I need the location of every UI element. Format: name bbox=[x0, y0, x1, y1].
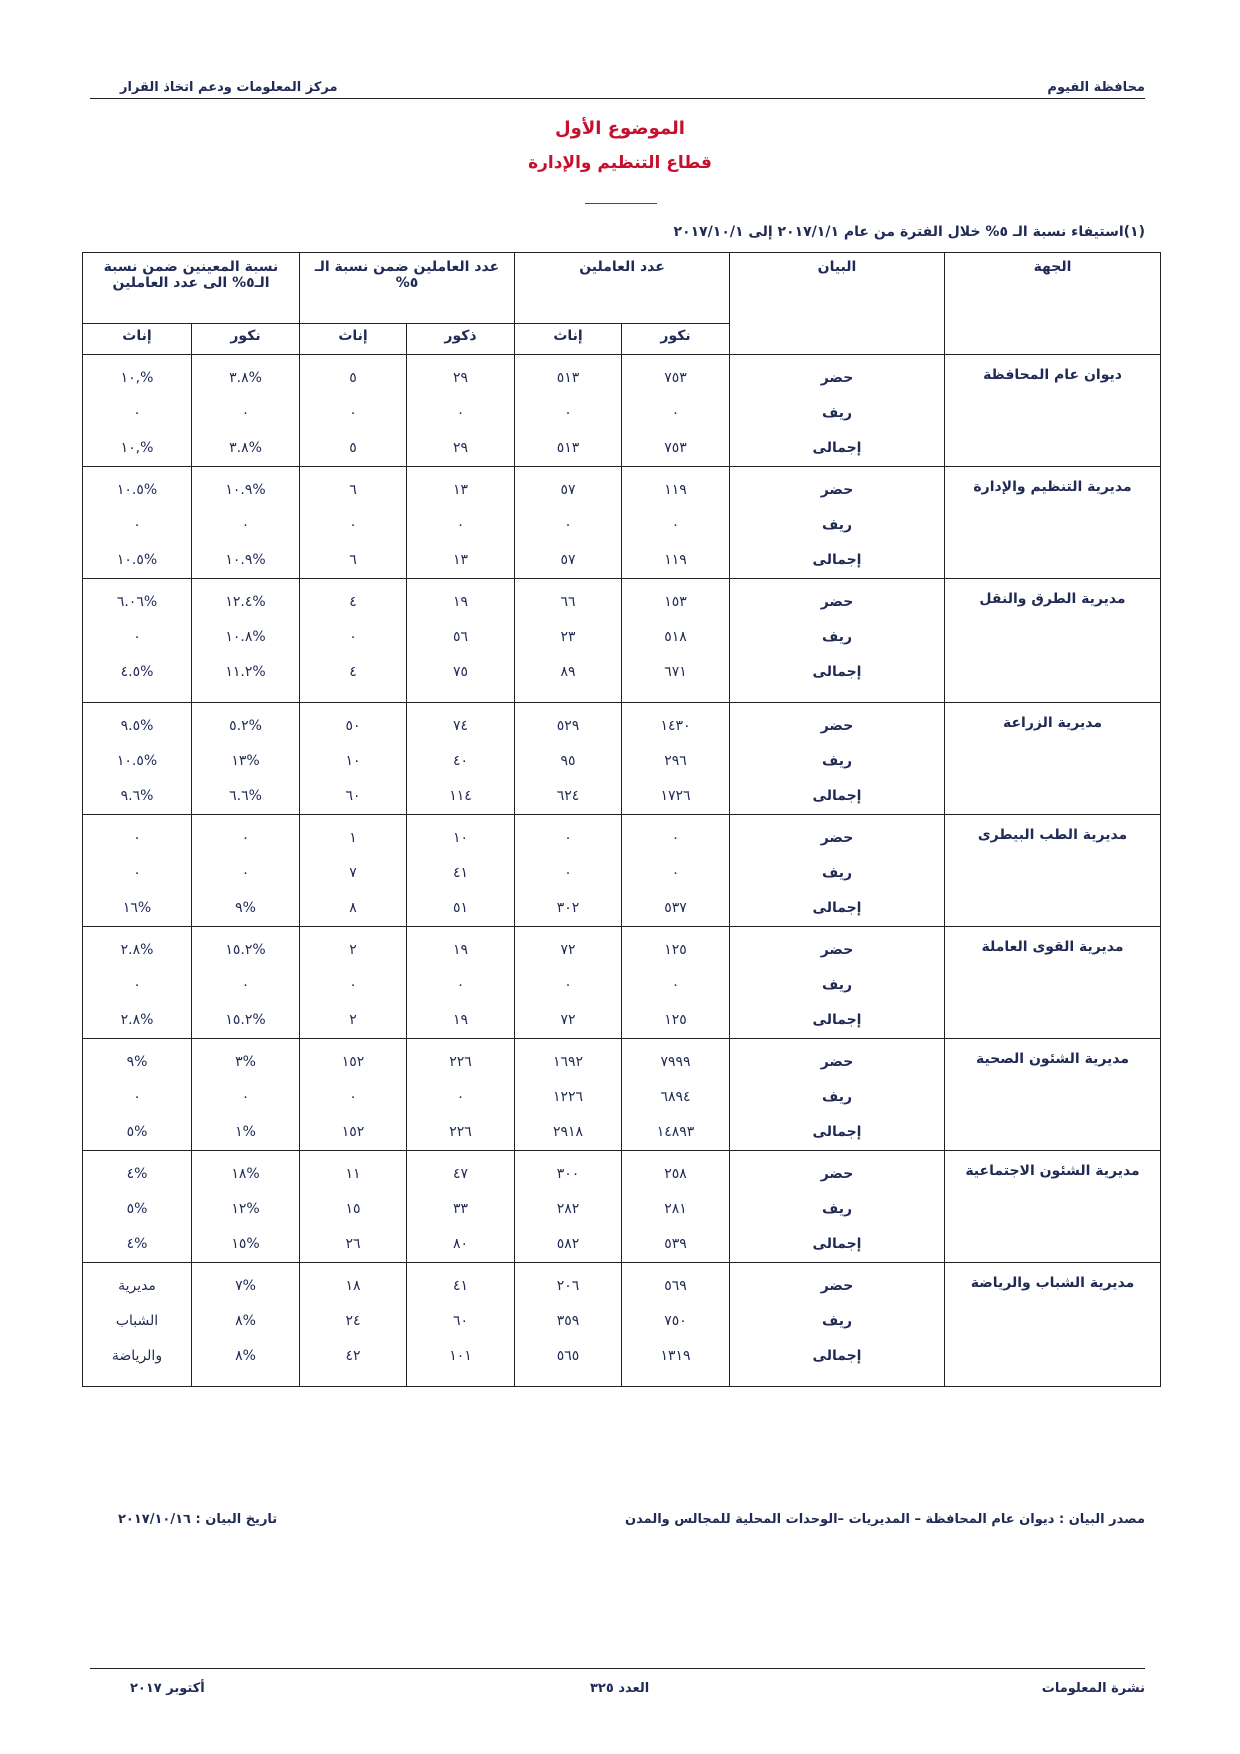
value: ٥ bbox=[349, 370, 357, 386]
col-workers-5: عدد العاملين ضمن نسبة الـ ٥% bbox=[300, 253, 515, 324]
value: ١٩ bbox=[452, 1012, 469, 1028]
row-labels bbox=[730, 1039, 945, 1151]
value: ٥ bbox=[349, 440, 357, 456]
row-labels bbox=[730, 355, 945, 467]
row-label: حضر bbox=[820, 718, 854, 734]
page-footer bbox=[90, 1668, 1145, 1696]
cell-w5-f bbox=[300, 579, 407, 703]
row-label: ريف bbox=[822, 865, 853, 881]
cell-w5-f bbox=[300, 703, 407, 815]
table-row bbox=[83, 1151, 1161, 1263]
value: ٩٥ bbox=[560, 753, 576, 769]
value: ٦٢٤ bbox=[556, 788, 580, 804]
value: %٧ bbox=[235, 1278, 256, 1294]
data-source: مصدر البيان : ديوان عام المحافظة – المديريات –الوحدات المحلية للمجالس والمدن bbox=[625, 1512, 1145, 1527]
value: ٢ bbox=[349, 1012, 357, 1028]
value: ٠ bbox=[564, 517, 572, 533]
value: ١٩ bbox=[452, 594, 469, 610]
value: ٢٨٢ bbox=[556, 1201, 580, 1217]
table-row bbox=[83, 355, 1161, 467]
row-label: ريف bbox=[822, 1313, 853, 1329]
value: ١٣ bbox=[452, 482, 469, 498]
value: %١٥ bbox=[231, 1236, 260, 1252]
value: ٨ bbox=[349, 900, 357, 916]
footer-issue: العدد ٣٢٥ bbox=[590, 1681, 650, 1696]
value: ٧٥٠ bbox=[664, 1313, 687, 1329]
value: ٠ bbox=[671, 830, 680, 846]
row-label: إجمالى bbox=[812, 440, 862, 456]
value: ٧ bbox=[349, 865, 357, 881]
cell-workers-f bbox=[515, 1039, 622, 1151]
value: ٣٣ bbox=[452, 1201, 469, 1217]
value: ٥٧ bbox=[560, 552, 576, 568]
value: ٠ bbox=[133, 629, 141, 645]
cell-w5-m bbox=[407, 703, 515, 815]
cell-w5-m bbox=[407, 1151, 515, 1263]
value: ٠ bbox=[564, 405, 572, 421]
cell-ratio-f bbox=[83, 1039, 192, 1151]
cell-workers-m bbox=[622, 703, 730, 815]
cell-ratio-m bbox=[192, 1039, 300, 1151]
value: ٠ bbox=[133, 865, 141, 881]
page-header bbox=[90, 78, 1145, 99]
value: ٠ bbox=[349, 629, 357, 645]
cell-w5-f bbox=[300, 1263, 407, 1387]
value: ١٠ bbox=[452, 830, 469, 846]
value: %,١٠ bbox=[120, 440, 154, 456]
value: ٠ bbox=[456, 1089, 465, 1105]
value: ٠ bbox=[349, 405, 357, 421]
value: %٤.٥ bbox=[120, 664, 154, 680]
cell-w5-m bbox=[407, 467, 515, 579]
value: ٨٩ bbox=[560, 664, 576, 680]
value: ١٥٢ bbox=[341, 1054, 365, 1070]
cell-ratio-f bbox=[83, 703, 192, 815]
row-labels bbox=[730, 579, 945, 703]
footer-date: أكتوبر ٢٠١٧ bbox=[130, 1681, 205, 1696]
row-label: ريف bbox=[822, 1089, 853, 1105]
value: %١٨ bbox=[231, 1166, 260, 1182]
value: ٥٧ bbox=[560, 482, 576, 498]
value: ٥٨٢ bbox=[556, 1236, 580, 1252]
value: ١٧٢٦ bbox=[660, 788, 691, 804]
value: ٠ bbox=[133, 1089, 141, 1105]
value: %٦.٦ bbox=[229, 788, 262, 804]
value: ١٤٨٩٣ bbox=[656, 1124, 695, 1140]
value: ٧٢ bbox=[560, 942, 576, 958]
value: %١٢ bbox=[231, 1201, 260, 1217]
row-label: ريف bbox=[822, 405, 853, 421]
value: ٥٦ bbox=[452, 629, 469, 645]
value: %٥ bbox=[126, 1201, 148, 1217]
employment-table bbox=[82, 252, 1161, 1387]
cell-w5-f bbox=[300, 1039, 407, 1151]
value: %١٣ bbox=[231, 753, 260, 769]
value: ١٠١ bbox=[449, 1348, 472, 1364]
row-label: حضر bbox=[820, 830, 854, 846]
value: ٧٢ bbox=[560, 1012, 576, 1028]
row-label: حضر bbox=[820, 370, 854, 386]
value: %١١.٢ bbox=[225, 664, 266, 680]
value: ٠ bbox=[133, 830, 141, 846]
value: ٠ bbox=[241, 977, 250, 993]
value: ٠ bbox=[349, 517, 357, 533]
cell-w5-m bbox=[407, 579, 515, 703]
value: %٩ bbox=[235, 900, 256, 916]
cell-workers-f bbox=[515, 927, 622, 1039]
cell-workers-f bbox=[515, 355, 622, 467]
cell-ratio-f bbox=[83, 1151, 192, 1263]
value: مديرية bbox=[118, 1278, 156, 1294]
value: ١١٩ bbox=[664, 482, 687, 498]
value: ١٥ bbox=[345, 1201, 361, 1217]
value: ٦٦ bbox=[560, 594, 576, 610]
value: %١ bbox=[235, 1124, 256, 1140]
value: ٢٤ bbox=[345, 1313, 361, 1329]
row-labels bbox=[730, 1151, 945, 1263]
table-row bbox=[83, 927, 1161, 1039]
cell-w5-m bbox=[407, 927, 515, 1039]
value: %٥ bbox=[126, 1124, 148, 1140]
cell-ratio-f bbox=[83, 579, 192, 703]
value: ١٣١٩ bbox=[660, 1348, 691, 1364]
table-row bbox=[83, 1039, 1161, 1151]
value: ٨٠ bbox=[452, 1236, 469, 1252]
cell-ratio-f bbox=[83, 467, 192, 579]
cell-ratio-m bbox=[192, 703, 300, 815]
value: %٩ bbox=[126, 1054, 148, 1070]
value: %١٠.٩ bbox=[225, 552, 266, 568]
value: ٢٨١ bbox=[664, 1201, 687, 1217]
row-label: إجمالى bbox=[812, 1012, 862, 1028]
row-label: إجمالى bbox=[812, 900, 862, 916]
value: ١٣ bbox=[452, 552, 469, 568]
value: ١٨ bbox=[345, 1278, 361, 1294]
value: الشباب bbox=[115, 1313, 159, 1329]
cell-workers-m bbox=[622, 927, 730, 1039]
col-ratio-female: إناث bbox=[83, 324, 192, 355]
value: ٦٠ bbox=[452, 1313, 469, 1329]
value: %١٢.٤ bbox=[225, 594, 266, 610]
value: ١٠ bbox=[345, 753, 361, 769]
cell-w5-m bbox=[407, 1263, 515, 1387]
col-workers-female: إناث bbox=[515, 324, 622, 355]
entity-name: ديوان عام المحافظة bbox=[945, 355, 1161, 467]
value: ٧٥٣ bbox=[664, 370, 687, 386]
value: %١٦ bbox=[122, 900, 152, 916]
value: ٠ bbox=[564, 865, 572, 881]
value: ٠ bbox=[349, 1089, 357, 1105]
value: ٠ bbox=[564, 830, 572, 846]
value: ٥٣٩ bbox=[664, 1236, 687, 1252]
value: ١٢٢٦ bbox=[552, 1089, 584, 1105]
row-labels bbox=[730, 927, 945, 1039]
value: ٥٠ bbox=[345, 718, 361, 734]
value: ٢٣ bbox=[560, 629, 576, 645]
table-caption: (١)استيفاء نسبة الـ ٥% خلال الفترة من عام ٢٠١٧/١/١ إلى ٢٠١٧/١٠/١ bbox=[673, 224, 1145, 240]
cell-ratio-m bbox=[192, 815, 300, 927]
value: %٨ bbox=[235, 1313, 256, 1329]
table-row bbox=[83, 1263, 1161, 1387]
value: ١٦٩٢ bbox=[552, 1054, 584, 1070]
entity-name: مديرية القوى العاملة bbox=[945, 927, 1161, 1039]
cell-workers-m bbox=[622, 355, 730, 467]
value: ٧٥٣ bbox=[664, 440, 687, 456]
value: ٤١ bbox=[452, 865, 469, 881]
value: %١٥.٢ bbox=[225, 942, 266, 958]
value: ٠ bbox=[241, 865, 250, 881]
value: ٤ bbox=[349, 664, 357, 680]
value: ٢٢٦ bbox=[449, 1124, 472, 1140]
value: ١٩ bbox=[452, 942, 469, 958]
value: ٦ bbox=[349, 482, 357, 498]
value: ٥١٣ bbox=[556, 440, 580, 456]
value: ١١٩ bbox=[664, 552, 687, 568]
cell-w5-m bbox=[407, 1039, 515, 1151]
value: ٠ bbox=[133, 517, 141, 533]
cell-ratio-m bbox=[192, 1151, 300, 1263]
row-label: حضر bbox=[820, 942, 854, 958]
value: %٥.٢ bbox=[229, 718, 262, 734]
value: ٢ bbox=[349, 942, 357, 958]
col-workers: عدد العاملين bbox=[515, 253, 730, 324]
value: ٥٦٥ bbox=[556, 1348, 580, 1364]
value: %٣ bbox=[235, 1054, 256, 1070]
value: ٤ bbox=[349, 594, 357, 610]
table-row bbox=[83, 467, 1161, 579]
table-row bbox=[83, 703, 1161, 815]
value: ٠ bbox=[671, 517, 680, 533]
value: ٤١ bbox=[452, 1278, 469, 1294]
col-ratio-male: نكور bbox=[192, 324, 300, 355]
value: ٥١٣ bbox=[556, 370, 580, 386]
value: ٧٥ bbox=[452, 664, 469, 680]
value: ٠ bbox=[241, 405, 250, 421]
value: %١٠.٨ bbox=[225, 629, 266, 645]
cell-workers-m bbox=[622, 467, 730, 579]
cell-workers-m bbox=[622, 1151, 730, 1263]
value: ٠ bbox=[456, 405, 465, 421]
cell-w5-m bbox=[407, 815, 515, 927]
row-label: حضر bbox=[820, 594, 854, 610]
value: ٠ bbox=[241, 1089, 250, 1105]
value: %١٥.٢ bbox=[225, 1012, 266, 1028]
value: ١٢٥ bbox=[664, 1012, 687, 1028]
value: %١٠.٩ bbox=[225, 482, 266, 498]
topic-title: الموضوع الأول bbox=[555, 118, 685, 139]
cell-ratio-m bbox=[192, 927, 300, 1039]
value: ٤٧ bbox=[452, 1166, 469, 1182]
row-label: إجمالى bbox=[812, 1236, 862, 1252]
entity-name: مديرية الشئون الاجتماعية bbox=[945, 1151, 1161, 1263]
governorate-name: محافظة الفيوم bbox=[1047, 80, 1145, 95]
value: ٢٦ bbox=[345, 1236, 361, 1252]
cell-ratio-m bbox=[192, 467, 300, 579]
cell-ratio-m bbox=[192, 1263, 300, 1387]
value: ٦٧١ bbox=[664, 664, 687, 680]
row-label: إجمالى bbox=[812, 788, 862, 804]
value: ١١٤ bbox=[449, 788, 472, 804]
value: ٦ bbox=[349, 552, 357, 568]
row-label: إجمالى bbox=[812, 1348, 862, 1364]
cell-workers-m bbox=[622, 1263, 730, 1387]
value: %٨ bbox=[235, 1348, 256, 1364]
value: %٤ bbox=[126, 1236, 148, 1252]
value: ٣٠٠ bbox=[556, 1166, 580, 1182]
entity-name: مديرية الطرق والنقل bbox=[945, 579, 1161, 703]
row-label: إجمالى bbox=[812, 664, 862, 680]
row-labels bbox=[730, 815, 945, 927]
entity-name: مديرية الشئون الصحية bbox=[945, 1039, 1161, 1151]
cell-workers-f bbox=[515, 1151, 622, 1263]
row-label: ريف bbox=[822, 1201, 853, 1217]
value: ٠ bbox=[671, 977, 680, 993]
value: %١٠.٥ bbox=[116, 552, 158, 568]
row-label: ريف bbox=[822, 977, 853, 993]
cell-ratio-f bbox=[83, 815, 192, 927]
value: ٥٦٩ bbox=[664, 1278, 687, 1294]
value: ٢٩ bbox=[452, 440, 469, 456]
row-labels bbox=[730, 1263, 945, 1387]
col-w5-female: إناث bbox=[300, 324, 407, 355]
value: %٦.٠٦ bbox=[116, 594, 158, 610]
value: ٥١٨ bbox=[664, 629, 687, 645]
data-date: تاريخ البيان : ٢٠١٧/١٠/١٦ bbox=[118, 1512, 278, 1527]
value: ٧٩٩٩ bbox=[660, 1054, 691, 1070]
value: ٢٩ bbox=[452, 370, 469, 386]
value: ٥٢٩ bbox=[556, 718, 580, 734]
value: والرياضة bbox=[111, 1348, 163, 1364]
row-label: إجمالى bbox=[812, 552, 862, 568]
value: ٤٠ bbox=[452, 753, 469, 769]
value: ٦٨٩٤ bbox=[660, 1089, 691, 1105]
row-label: حضر bbox=[820, 1166, 854, 1182]
value: ٢٠٦ bbox=[556, 1278, 580, 1294]
value: ٢٥٨ bbox=[664, 1166, 687, 1182]
cell-ratio-m bbox=[192, 579, 300, 703]
row-label: ريف bbox=[822, 753, 853, 769]
cell-w5-f bbox=[300, 815, 407, 927]
cell-workers-f bbox=[515, 815, 622, 927]
col-entity: الجهة bbox=[945, 253, 1161, 355]
center-name: مركز المعلومات ودعم اتخاذ القرار bbox=[120, 80, 338, 95]
value: %,١٠ bbox=[120, 370, 154, 386]
value: %٢.٨ bbox=[120, 1012, 154, 1028]
cell-workers-f bbox=[515, 1263, 622, 1387]
value: ٢٩٦ bbox=[664, 753, 687, 769]
value: %١٠.٥ bbox=[116, 753, 158, 769]
table-row bbox=[83, 815, 1161, 927]
value: ٣٠٢ bbox=[556, 900, 580, 916]
value: ١١ bbox=[345, 1166, 361, 1182]
cell-ratio-f bbox=[83, 1263, 192, 1387]
value: ٠ bbox=[133, 977, 141, 993]
value: ٤٢ bbox=[345, 1348, 361, 1364]
value: ١٥٢ bbox=[341, 1124, 365, 1140]
row-label: ريف bbox=[822, 517, 853, 533]
row-label: حضر bbox=[820, 1054, 854, 1070]
value: ٠ bbox=[671, 865, 680, 881]
cell-workers-f bbox=[515, 703, 622, 815]
row-label: إجمالى bbox=[812, 1124, 862, 1140]
entity-name: مديرية الزراعة bbox=[945, 703, 1161, 815]
cell-w5-f bbox=[300, 927, 407, 1039]
value: ١٥٣ bbox=[664, 594, 687, 610]
cell-workers-m bbox=[622, 579, 730, 703]
value: ٠ bbox=[349, 977, 357, 993]
entity-name: مديرية الشباب والرياضة bbox=[945, 1263, 1161, 1387]
cell-workers-m bbox=[622, 1039, 730, 1151]
cell-ratio-f bbox=[83, 927, 192, 1039]
value: ٠ bbox=[671, 405, 680, 421]
value: ١٤٣٠ bbox=[660, 718, 691, 734]
value: ١ bbox=[349, 830, 357, 846]
cell-w5-m bbox=[407, 355, 515, 467]
col-ratio: نسبة المعينين ضمن نسبة الـ٥% الى عدد العاملين bbox=[83, 253, 300, 324]
value: ٣٥٩ bbox=[556, 1313, 580, 1329]
sector-title: قطاع التنظيم والإدارة bbox=[528, 153, 712, 173]
value: ٠ bbox=[564, 977, 572, 993]
col-workers-male: نكور bbox=[622, 324, 730, 355]
cell-workers-m bbox=[622, 815, 730, 927]
value: %٣.٨ bbox=[229, 440, 262, 456]
cell-workers-f bbox=[515, 579, 622, 703]
title-underline bbox=[585, 203, 657, 204]
value: %١٠.٥ bbox=[116, 482, 158, 498]
footer-publication: نشرة المعلومات bbox=[1041, 1681, 1145, 1696]
value: ٥٣٧ bbox=[664, 900, 687, 916]
value: ٠ bbox=[456, 977, 465, 993]
col-statement: البيان bbox=[730, 253, 945, 355]
value: ٦٠ bbox=[345, 788, 361, 804]
table-row bbox=[83, 579, 1161, 703]
row-label: حضر bbox=[820, 482, 854, 498]
row-label: ريف bbox=[822, 629, 853, 645]
value: ٧٤ bbox=[452, 718, 469, 734]
value: %٤ bbox=[126, 1166, 148, 1182]
cell-ratio-m bbox=[192, 355, 300, 467]
value: ٢٢٦ bbox=[449, 1054, 472, 1070]
value: ١٢٥ bbox=[664, 942, 687, 958]
col-w5-male: ذكور bbox=[407, 324, 515, 355]
entity-name: مديرية التنظيم والإدارة bbox=[945, 467, 1161, 579]
value: ٠ bbox=[456, 517, 465, 533]
value: %٣.٨ bbox=[229, 370, 262, 386]
row-label: حضر bbox=[820, 1278, 854, 1294]
value: %٢.٨ bbox=[120, 942, 154, 958]
row-labels bbox=[730, 467, 945, 579]
entity-name: مديرية الطب البيطرى bbox=[945, 815, 1161, 927]
value: ٠ bbox=[241, 830, 250, 846]
cell-workers-f bbox=[515, 467, 622, 579]
cell-w5-f bbox=[300, 467, 407, 579]
cell-w5-f bbox=[300, 1151, 407, 1263]
value: %٩.٦ bbox=[120, 788, 154, 804]
row-labels bbox=[730, 703, 945, 815]
value: ٥١ bbox=[452, 900, 469, 916]
value: ٢٩١٨ bbox=[552, 1124, 584, 1140]
value: ٠ bbox=[241, 517, 250, 533]
cell-ratio-f bbox=[83, 355, 192, 467]
cell-w5-f bbox=[300, 355, 407, 467]
value: %٩.٥ bbox=[120, 718, 154, 734]
value: ٠ bbox=[133, 405, 141, 421]
